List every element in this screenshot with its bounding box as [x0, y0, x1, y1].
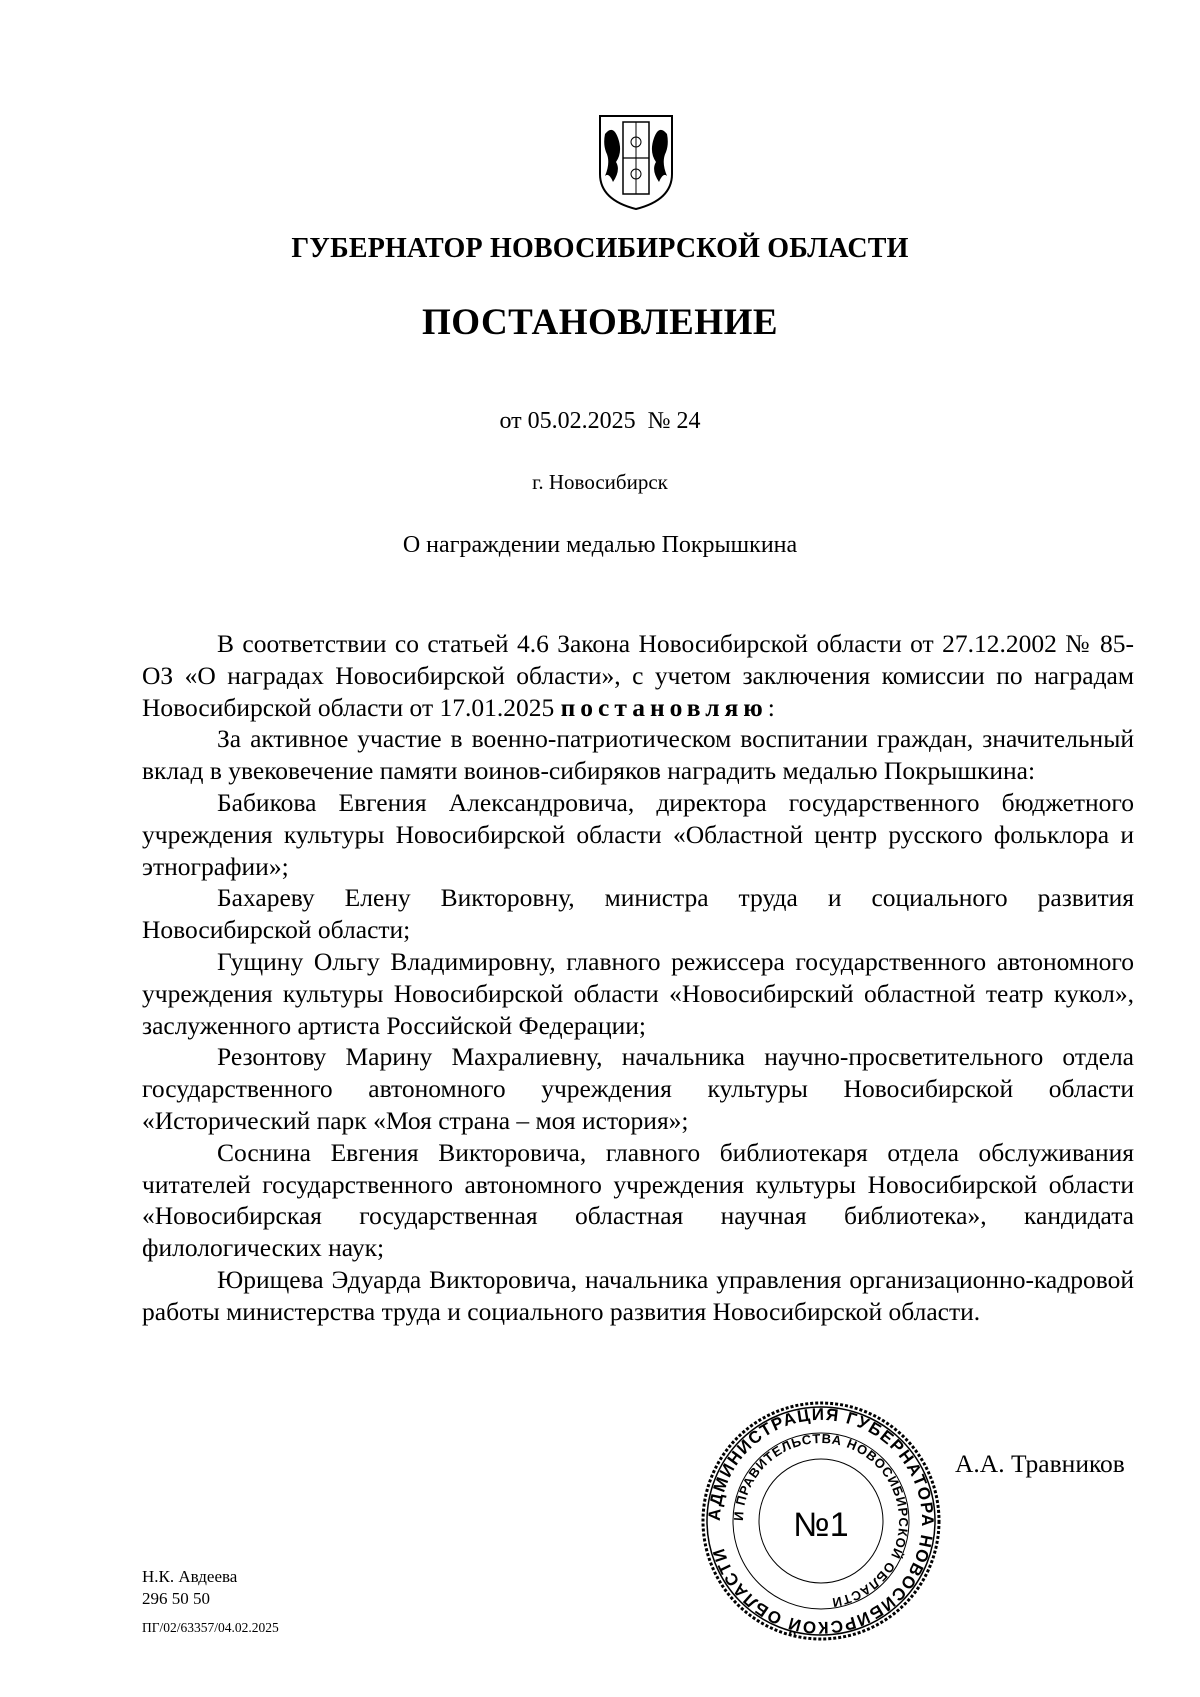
seal-inner-text: И ПРАВИТЕЛЬСТВА НОВОСИБИРСКОЙ ОБЛАСТИ: [730, 1430, 912, 1611]
issuer-title: ГУБЕРНАТОР НОВОСИБИРСКОЙ ОБЛАСТИ: [291, 233, 909, 264]
document-city: г. Новосибирск: [532, 470, 668, 494]
award-reason: За активное участие в военно-патриотическом воспитании граждан, значительный вклад в увековечение памяти воинов-сибиряков наградить медалью Покрышкина:: [142, 724, 1134, 786]
awardee-item: Гущину Ольгу Владимировну, главного режиссера государственного автономного учреждения культуры Новосибирской области «Новосибирский областной театр кукол», заслуженного артиста Российской Федерации;: [142, 946, 1134, 1040]
executor-name: Н.К. Авдеева: [142, 1567, 238, 1586]
document-subject: О награждении медалью Покрышкина: [402, 532, 798, 558]
awardee-item: Бахареву Елену Викторовну, министра труда и социального развития Новосибирской области;: [142, 883, 1134, 945]
document-date-number: от 05.02.2025 № 24: [499, 408, 701, 434]
document-type: ПОСТАНОВЛЕНИЕ: [421, 302, 779, 343]
seal-outer-text: АДМИНИСТРАЦИЯ ГУБЕРНАТОРА НОВОСИБИРСКОЙ ОБЛАСТИ: [704, 1404, 938, 1638]
executor-phone: 296 50 50: [142, 1589, 210, 1608]
document-reference: ПГ/02/63357/04.02.2025: [142, 1620, 279, 1635]
seal-number: №1: [793, 1506, 849, 1544]
decree-word: постановляю: [560, 692, 768, 722]
executor-block: [142, 1566, 237, 1610]
awardee-item: Соснина Евгения Викторовича, главного библиотекаря отдела обслуживания читателей государственного автономного учреждения культуры Новосибирской области «Новосибирская государственная областная научная библиотека», кандидата филологических наук;: [142, 1137, 1134, 1263]
coat-of-arms-icon: [596, 112, 676, 212]
intro-text: В соответствии со статьей 4.6 Закона Новосибирской области от 27.12.2002 № 85-ОЗ «О наградах Новосибирской области», с учетом заключения комиссии по наградам Новосибирской области от 17.01.2025: [142, 629, 1134, 722]
intro-paragraph: В соответствии со статьей 4.6 Закона Новосибирской области от 27.12.2002 № 85-ОЗ «О наградах Новосибирской области», с учетом заключения комиссии по наградам Новосибирской области от 17.01.2025 постановляю:: [142, 629, 1134, 722]
document-body: [142, 628, 1134, 1328]
awardee-item: Бабикова Евгения Александровича, директора государственного бюджетного учреждения культуры Новосибирской области «Областной центр русского фольклора и этнографии»;: [142, 787, 1134, 881]
awardee-item: Юрищева Эдуарда Викторовича, начальника управления организационно-кадровой работы министерства труда и социального развития Новосибирской области.: [142, 1264, 1134, 1326]
official-seal: [700, 1400, 942, 1642]
awardee-item: Резонтову Марину Махралиевну, начальника научно-просветительного отдела государственного автономного учреждения культуры Новосибирской области «Исторический парк «Моя страна – моя история»;: [142, 1042, 1134, 1135]
signer-name: А.А. Травников: [955, 1449, 1125, 1478]
